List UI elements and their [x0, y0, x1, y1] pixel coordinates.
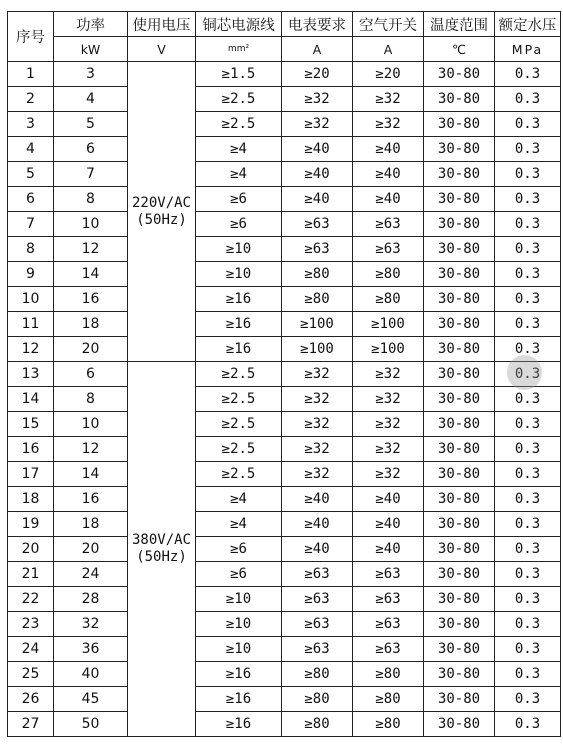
table-row	[8, 312, 561, 337]
row-number: 7	[8, 212, 54, 237]
power-cell: 28	[54, 587, 128, 612]
power-cell: 18	[54, 312, 128, 337]
row-number: 14	[8, 387, 54, 412]
wire-cell: ≥6	[196, 187, 282, 212]
temp-cell: 30-80	[424, 387, 495, 412]
wire-cell: ≥16	[196, 687, 282, 712]
switch-cell: ≥32	[353, 437, 424, 462]
pressure-cell: 0.3	[495, 62, 561, 87]
table-row	[8, 137, 561, 162]
meter-cell: ≥32	[282, 362, 353, 387]
unit-pressure: MPa	[495, 37, 561, 62]
table-row	[8, 412, 561, 437]
power-cell: 4	[54, 87, 128, 112]
wire-cell: ≥10	[196, 237, 282, 262]
meter-cell: ≥63	[282, 612, 353, 637]
temp-cell: 30-80	[424, 712, 495, 737]
row-number: 20	[8, 537, 54, 562]
temp-cell: 30-80	[424, 112, 495, 137]
table-row	[8, 587, 561, 612]
temp-cell: 30-80	[424, 212, 495, 237]
spec-table	[7, 11, 561, 737]
pressure-cell: 0.3	[495, 612, 561, 637]
pressure-cell: 0.3	[495, 212, 561, 237]
row-number: 25	[8, 662, 54, 687]
row-number: 9	[8, 262, 54, 287]
wire-cell: ≥1.5	[196, 62, 282, 87]
col-header-switch: 空气开关	[353, 12, 424, 37]
power-cell: 10	[54, 412, 128, 437]
wire-cell: ≥10	[196, 262, 282, 287]
row-number: 17	[8, 462, 54, 487]
row-number: 26	[8, 687, 54, 712]
table-row	[8, 537, 561, 562]
temp-cell: 30-80	[424, 412, 495, 437]
pressure-cell: 0.3	[495, 162, 561, 187]
wire-cell: ≥2.5	[196, 437, 282, 462]
meter-cell: ≥63	[282, 637, 353, 662]
power-cell: 20	[54, 537, 128, 562]
meter-cell: ≥100	[282, 312, 353, 337]
meter-cell: ≥63	[282, 212, 353, 237]
pressure-cell: 0.3	[495, 137, 561, 162]
meter-cell: ≥32	[282, 412, 353, 437]
switch-cell: ≥80	[353, 262, 424, 287]
temp-cell: 30-80	[424, 137, 495, 162]
temp-cell: 30-80	[424, 612, 495, 637]
col-header-temp: 温度范围	[424, 12, 495, 37]
row-number: 8	[8, 237, 54, 262]
meter-cell: ≥80	[282, 712, 353, 737]
pressure-cell: 0.3	[495, 712, 561, 737]
row-number: 18	[8, 487, 54, 512]
switch-cell: ≥80	[353, 687, 424, 712]
wire-cell: ≥16	[196, 337, 282, 362]
units-row	[8, 37, 561, 62]
table-row	[8, 337, 561, 362]
temp-cell: 30-80	[424, 562, 495, 587]
pressure-cell: 0.3	[495, 312, 561, 337]
switch-cell: ≥40	[353, 537, 424, 562]
temp-cell: 30-80	[424, 662, 495, 687]
wire-cell: ≥16	[196, 312, 282, 337]
power-cell: 36	[54, 637, 128, 662]
power-cell: 20	[54, 337, 128, 362]
table-row	[8, 62, 561, 87]
wire-cell: ≥4	[196, 162, 282, 187]
unit-voltage: V	[128, 37, 196, 62]
row-number: 1	[8, 62, 54, 87]
row-number: 21	[8, 562, 54, 587]
power-cell: 14	[54, 462, 128, 487]
pressure-cell: 0.3	[495, 537, 561, 562]
row-number: 19	[8, 512, 54, 537]
pressure-cell: 0.3	[495, 662, 561, 687]
power-cell: 16	[54, 487, 128, 512]
temp-cell: 30-80	[424, 262, 495, 287]
power-cell: 24	[54, 562, 128, 587]
row-number: 2	[8, 87, 54, 112]
power-cell: 12	[54, 237, 128, 262]
table-row	[8, 562, 561, 587]
meter-cell: ≥40	[282, 512, 353, 537]
temp-cell: 30-80	[424, 587, 495, 612]
switch-cell: ≥63	[353, 237, 424, 262]
power-cell: 6	[54, 137, 128, 162]
meter-cell: ≥80	[282, 287, 353, 312]
table-row	[8, 387, 561, 412]
col-header-voltage: 使用电压	[128, 12, 196, 37]
meter-cell: ≥40	[282, 537, 353, 562]
temp-cell: 30-80	[424, 362, 495, 387]
switch-cell: ≥80	[353, 287, 424, 312]
temp-cell: 30-80	[424, 462, 495, 487]
pressure-cell: 0.3	[495, 562, 561, 587]
wire-cell: ≥2.5	[196, 362, 282, 387]
table-row	[8, 512, 561, 537]
meter-cell: ≥80	[282, 687, 353, 712]
wire-cell: ≥2.5	[196, 462, 282, 487]
row-number: 12	[8, 337, 54, 362]
frequency-label: (50Hz)	[136, 549, 187, 565]
row-number: 3	[8, 112, 54, 137]
switch-cell: ≥63	[353, 637, 424, 662]
wire-cell: ≥10	[196, 587, 282, 612]
pressure-cell: 0.3	[495, 287, 561, 312]
meter-cell: ≥40	[282, 487, 353, 512]
row-number: 11	[8, 312, 54, 337]
table-row	[8, 162, 561, 187]
pressure-cell: 0.3	[495, 237, 561, 262]
switch-cell: ≥100	[353, 312, 424, 337]
col-header-pressure: 额定水压	[495, 12, 561, 37]
meter-cell: ≥63	[282, 562, 353, 587]
power-cell: 8	[54, 187, 128, 212]
pressure-cell: 0.3	[495, 512, 561, 537]
pressure-cell: 0.3	[495, 437, 561, 462]
switch-cell: ≥80	[353, 662, 424, 687]
switch-cell: ≥40	[353, 137, 424, 162]
switch-cell: ≥40	[353, 512, 424, 537]
switch-cell: ≥63	[353, 587, 424, 612]
meter-cell: ≥32	[282, 387, 353, 412]
temp-cell: 30-80	[424, 62, 495, 87]
meter-cell: ≥32	[282, 87, 353, 112]
unit-temp: ℃	[424, 37, 495, 62]
table-row	[8, 112, 561, 137]
temp-cell: 30-80	[424, 637, 495, 662]
wire-cell: ≥2.5	[196, 112, 282, 137]
power-cell: 12	[54, 437, 128, 462]
table-row	[8, 237, 561, 262]
wire-cell: ≥6	[196, 537, 282, 562]
temp-cell: 30-80	[424, 287, 495, 312]
unit-power: kW	[54, 37, 128, 62]
row-number: 6	[8, 187, 54, 212]
temp-cell: 30-80	[424, 687, 495, 712]
wire-cell: ≥16	[196, 662, 282, 687]
table-row	[8, 437, 561, 462]
power-cell: 7	[54, 162, 128, 187]
pressure-cell: 0.3	[495, 262, 561, 287]
meter-cell: ≥40	[282, 162, 353, 187]
pressure-cell: 0.3	[495, 687, 561, 712]
pressure-cell: 0.3	[495, 362, 561, 387]
switch-cell: ≥40	[353, 162, 424, 187]
pressure-cell: 0.3	[495, 87, 561, 112]
table-row	[8, 212, 561, 237]
switch-cell: ≥32	[353, 362, 424, 387]
meter-cell: ≥80	[282, 262, 353, 287]
row-number: 15	[8, 412, 54, 437]
temp-cell: 30-80	[424, 437, 495, 462]
row-number: 4	[8, 137, 54, 162]
frequency-label: (50Hz)	[136, 211, 187, 228]
table-row	[8, 287, 561, 312]
header-row	[8, 12, 561, 37]
switch-cell: ≥40	[353, 187, 424, 212]
switch-cell: ≥32	[353, 412, 424, 437]
pressure-cell: 0.3	[495, 112, 561, 137]
switch-cell: ≥40	[353, 487, 424, 512]
row-number: 16	[8, 437, 54, 462]
wire-cell: ≥6	[196, 562, 282, 587]
temp-cell: 30-80	[424, 162, 495, 187]
wire-cell: ≥2.5	[196, 412, 282, 437]
row-number: 27	[8, 712, 54, 737]
meter-cell: ≥100	[282, 337, 353, 362]
temp-cell: 30-80	[424, 487, 495, 512]
switch-cell: ≥32	[353, 387, 424, 412]
wire-cell: ≥4	[196, 512, 282, 537]
switch-cell: ≥32	[353, 112, 424, 137]
table-row	[8, 637, 561, 662]
temp-cell: 30-80	[424, 187, 495, 212]
table-row	[8, 362, 561, 387]
meter-cell: ≥32	[282, 112, 353, 137]
temp-cell: 30-80	[424, 312, 495, 337]
switch-cell: ≥32	[353, 462, 424, 487]
meter-cell: ≥40	[282, 187, 353, 212]
temp-cell: 30-80	[424, 237, 495, 262]
pressure-cell: 0.3	[495, 587, 561, 612]
wire-cell: ≥16	[196, 712, 282, 737]
pressure-cell: 0.3	[495, 387, 561, 412]
table-row	[8, 687, 561, 712]
power-cell: 14	[54, 262, 128, 287]
temp-cell: 30-80	[424, 537, 495, 562]
power-cell: 3	[54, 62, 128, 87]
wire-cell: ≥16	[196, 287, 282, 312]
power-cell: 5	[54, 112, 128, 137]
unit-wire: mm²	[196, 37, 282, 62]
meter-cell: ≥20	[282, 62, 353, 87]
temp-cell: 30-80	[424, 337, 495, 362]
table-row	[8, 612, 561, 637]
table-row	[8, 712, 561, 737]
meter-cell: ≥80	[282, 662, 353, 687]
wire-cell: ≥10	[196, 612, 282, 637]
meter-cell: ≥63	[282, 587, 353, 612]
meter-cell: ≥32	[282, 462, 353, 487]
table-row	[8, 187, 561, 212]
unit-switch: A	[353, 37, 424, 62]
voltage-label: 220V/AC	[131, 194, 191, 211]
row-number: 10	[8, 287, 54, 312]
table-row	[8, 662, 561, 687]
table-row	[8, 262, 561, 287]
pressure-cell: 0.3	[495, 487, 561, 512]
switch-cell: ≥63	[353, 212, 424, 237]
voltage-cell	[128, 62, 196, 362]
wire-cell: ≥6	[196, 212, 282, 237]
power-cell: 6	[54, 362, 128, 387]
voltage-cell	[128, 362, 196, 737]
row-number: 23	[8, 612, 54, 637]
temp-cell: 30-80	[424, 87, 495, 112]
voltage-label: 380V/AC	[131, 532, 191, 548]
power-cell: 18	[54, 512, 128, 537]
switch-cell: ≥100	[353, 337, 424, 362]
col-header-meter: 电表要求	[282, 12, 353, 37]
wire-cell: ≥10	[196, 637, 282, 662]
temp-cell: 30-80	[424, 512, 495, 537]
switch-cell: ≥80	[353, 712, 424, 737]
power-cell: 45	[54, 687, 128, 712]
unit-meter: A	[282, 37, 353, 62]
pressure-cell: 0.3	[495, 337, 561, 362]
meter-cell: ≥40	[282, 137, 353, 162]
pressure-cell: 0.3	[495, 412, 561, 437]
meter-cell: ≥63	[282, 237, 353, 262]
power-cell: 16	[54, 287, 128, 312]
table-row	[8, 487, 561, 512]
table-row	[8, 87, 561, 112]
power-cell: 32	[54, 612, 128, 637]
switch-cell: ≥20	[353, 62, 424, 87]
power-cell: 8	[54, 387, 128, 412]
power-cell: 50	[54, 712, 128, 737]
wire-cell: ≥4	[196, 487, 282, 512]
wire-cell: ≥2.5	[196, 87, 282, 112]
row-number: 13	[8, 362, 54, 387]
switch-cell: ≥63	[353, 562, 424, 587]
wire-cell: ≥2.5	[196, 387, 282, 412]
row-number: 5	[8, 162, 54, 187]
col-header-no: 序号	[8, 12, 54, 62]
col-header-wire: 铜芯电源线	[196, 12, 282, 37]
pressure-cell: 0.3	[495, 187, 561, 212]
wire-cell: ≥4	[196, 137, 282, 162]
meter-cell: ≥32	[282, 437, 353, 462]
power-cell: 40	[54, 662, 128, 687]
row-number: 22	[8, 587, 54, 612]
row-number: 24	[8, 637, 54, 662]
power-cell: 10	[54, 212, 128, 237]
pressure-cell: 0.3	[495, 637, 561, 662]
table-row	[8, 462, 561, 487]
switch-cell: ≥63	[353, 612, 424, 637]
col-header-power: 功率	[54, 12, 128, 37]
pressure-cell: 0.3	[495, 462, 561, 487]
switch-cell: ≥32	[353, 87, 424, 112]
